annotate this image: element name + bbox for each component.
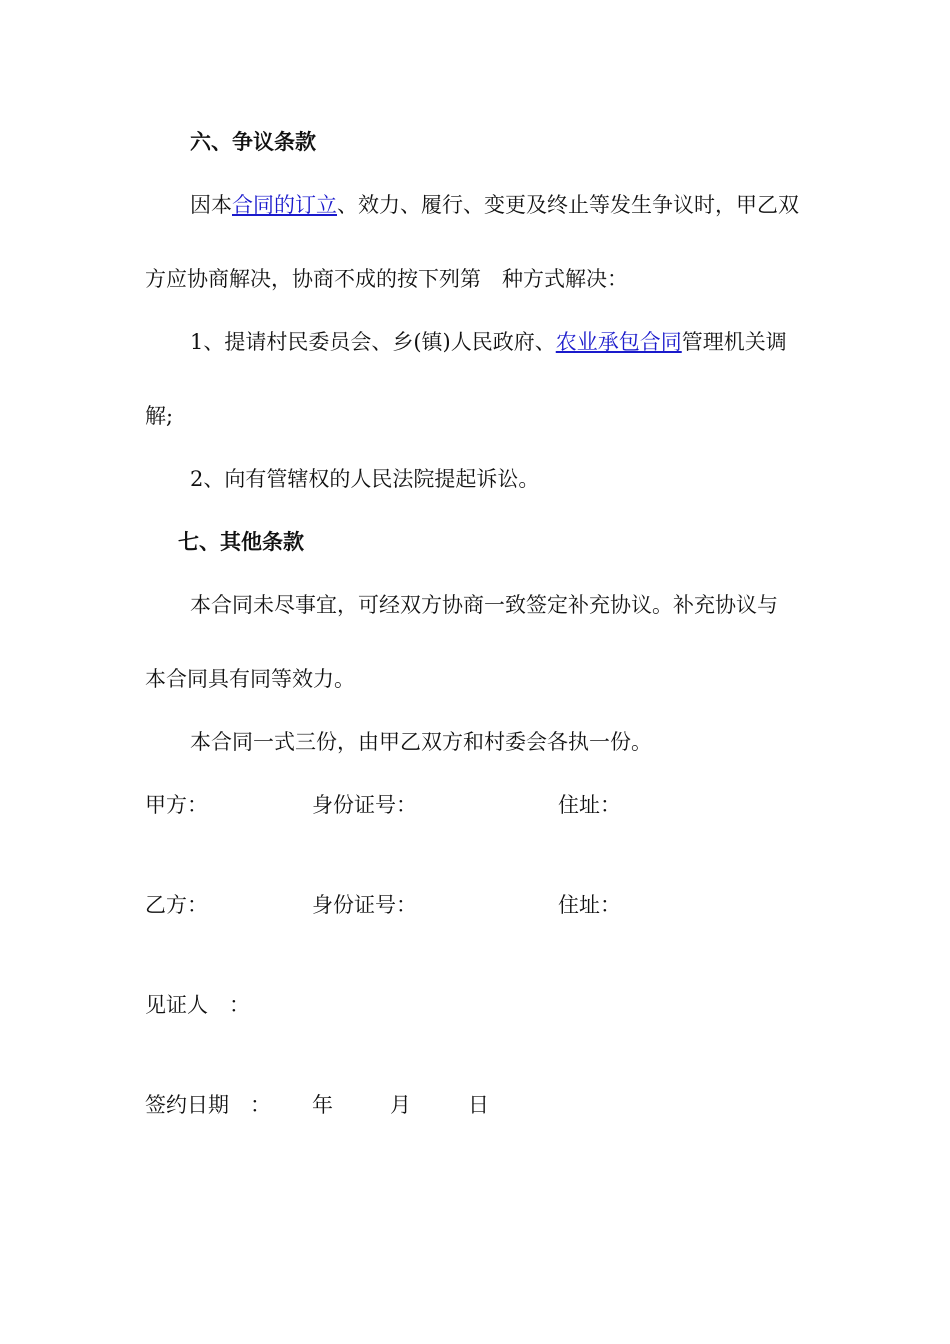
section-7-paragraph-1-line-2: 本合同具有同等效力。 (145, 667, 355, 691)
text-segment: 管理机关调 (681, 330, 787, 354)
section-7-paragraph-2: 本合同一式三份，由甲乙双方和村委会各执一份。 (190, 730, 652, 754)
party-a-address-label: 住址： (558, 793, 621, 817)
month-label: 月 (390, 1093, 411, 1117)
section-6-item-1-line-1 (190, 330, 787, 354)
signing-date-label: 签约日期 ： (145, 1093, 271, 1117)
agricultural-contract-link[interactable]: 农业承包合同 (555, 330, 682, 354)
text-segment: 因本 (190, 193, 232, 217)
day-label: 日 (468, 1093, 489, 1117)
section-7-title: 七、其他条款 (178, 530, 304, 554)
section-6-paragraph-line-2: 方应协商解决，协商不成的按下列第 种方式解决： (145, 267, 628, 291)
party-b-label: 乙方： (145, 893, 208, 917)
party-b-id-label: 身份证号： (312, 893, 417, 917)
section-6-item-1-line-2: 解; (145, 404, 174, 428)
party-a-id-label: 身份证号： (312, 793, 417, 817)
section-6-item-2: 2、向有管辖权的人民法院提起诉讼。 (190, 467, 540, 491)
witness-label: 见证人 ： (145, 993, 250, 1017)
contract-formation-link[interactable]: 合同的订立 (232, 193, 337, 217)
section-6-title: 六、争议条款 (190, 130, 316, 154)
section-7-paragraph-1-line-1: 本合同未尽事宜，可经双方协商一致签定补充协议。补充协议与 (190, 593, 778, 617)
text-segment: 、效力、履行、变更及终止等发生争议时，甲乙双 (337, 193, 799, 217)
party-a-label: 甲方： (145, 793, 208, 817)
section-6-paragraph-line-1 (190, 193, 799, 217)
text-segment: 1、提请村民委员会、乡(镇)人民政府、 (190, 330, 556, 354)
party-b-address-label: 住址： (558, 893, 621, 917)
year-label: 年 (312, 1093, 333, 1117)
